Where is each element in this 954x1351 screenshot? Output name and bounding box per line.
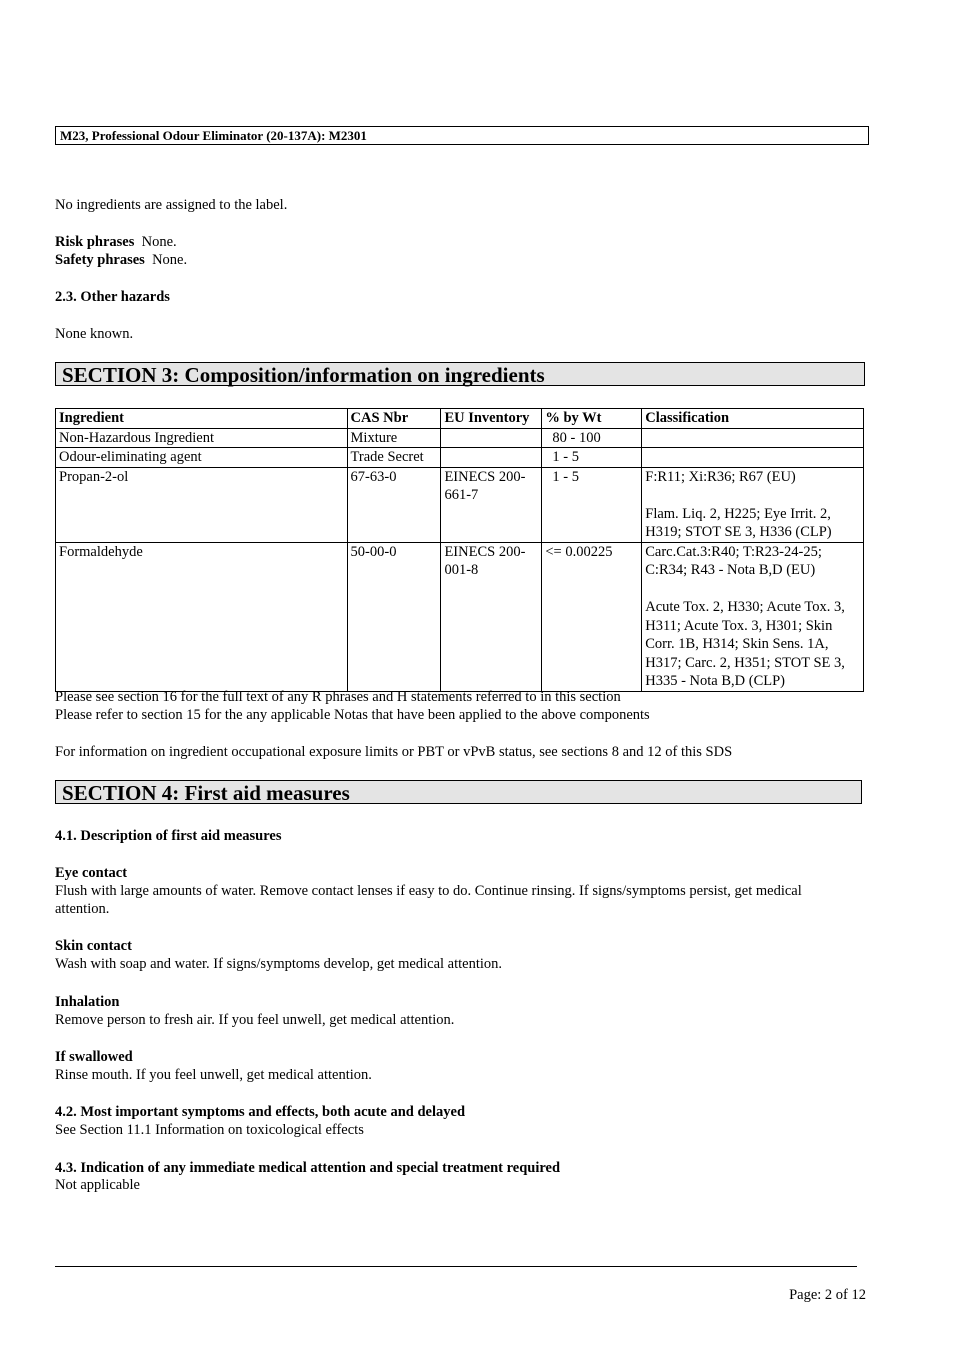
cell-eu: EINECS 200-001-8 [441, 542, 542, 691]
section4-title: SECTION 4: First aid measures [55, 780, 862, 804]
col-header-wt: % by Wt [542, 409, 642, 429]
risk-phrases-label: Risk phrases [55, 234, 135, 250]
swallowed-text: Rinse mouth. If you feel unwell, get medical attention. [55, 1067, 372, 1083]
section3-title: SECTION 3: Composition/information on ingredients [55, 362, 865, 386]
cell-classification [642, 467, 864, 542]
cell-ingredient: Odour-eliminating agent [56, 448, 348, 468]
symptoms-heading: 4.2. Most important symptoms and effects, both acute and delayed [55, 1104, 466, 1120]
cell-ingredient: Non-Hazardous Ingredient [56, 428, 348, 448]
cell-ingredient: Formaldehyde [56, 542, 348, 691]
col-header-classification: Classification [642, 409, 864, 429]
table-row [56, 542, 864, 691]
risk-phrases-line [55, 233, 177, 251]
note-exposure: For information on ingredient occupational exposure limits or PBT or vPvB status, see sections 8 and 12 of this SDS [55, 744, 733, 760]
other-hazards-text: None known. [55, 326, 134, 342]
cell-cas: 50-00-0 [347, 542, 441, 691]
note-notas: Please refer to section 15 for the any applicable Notas that have been applied to the above components [55, 707, 650, 723]
cell-wt: <= 0.00225 [542, 542, 642, 691]
table-row [56, 467, 864, 542]
note-r-phrases: Please see section 16 for the full text of any R phrases and H statements referred to in this section [55, 689, 621, 705]
risk-phrases-value: None. [141, 234, 177, 250]
cell-eu [441, 448, 542, 468]
swallowed-heading: If swallowed [55, 1049, 133, 1065]
ingredients-table [55, 408, 864, 692]
no-ingredients-text: No ingredients are assigned to the label. [55, 197, 288, 213]
cell-wt: 1 - 5 [542, 467, 642, 542]
col-header-eu-inventory: EU Inventory [441, 409, 542, 429]
first-aid-description-heading: 4.1. Description of first aid measures [55, 828, 282, 844]
cell-classification [642, 542, 864, 691]
table-header-row [56, 409, 864, 429]
skin-contact-text: Wash with soap and water. If signs/symptoms develop, get medical attention. [55, 956, 503, 972]
classification-clp: Acute Tox. 2, H330; Acute Tox. 3, H311; Acute Tox. 3, H301; Skin Corr. 1B, H314; Skin Sens. 1A, H317; Carc. 2, H351; STOT SE 3, H335 - Nota B,D (CLP) [645, 599, 845, 689]
skin-contact-heading: Skin contact [55, 938, 132, 954]
page-number: Page: 2 of 12 [789, 1287, 866, 1303]
eye-contact-heading: Eye contact [55, 865, 128, 881]
classification-clp: Flam. Liq. 2, H225; Eye Irrit. 2, H319; STOT SE 3, H336 (CLP) [645, 505, 832, 540]
col-header-cas: CAS Nbr [347, 409, 441, 429]
cell-eu [441, 428, 542, 448]
inhalation-text: Remove person to fresh air. If you feel unwell, get medical attention. [55, 1012, 455, 1028]
cell-cas: Mixture [347, 428, 441, 448]
eye-contact-text: Flush with large amounts of water. Remove contact lenses if easy to do. Continue rinsing. If signs/symptoms persist, get medical attention. [55, 883, 802, 917]
classification-eu: F:R11; Xi:R36; R67 (EU) [645, 468, 796, 485]
cell-eu: EINECS 200-661-7 [441, 467, 542, 542]
classification-eu: Carc.Cat.3:R40; T:R23-24-25; C:R34; R43 - Nota B,D (EU) [645, 543, 822, 578]
safety-phrases-label: Safety phrases [55, 252, 145, 268]
table-row [56, 428, 864, 448]
col-header-ingredient: Ingredient [56, 409, 348, 429]
medical-attention-text: Not applicable [55, 1177, 140, 1193]
safety-phrases-value: None. [152, 252, 188, 268]
other-hazards-heading: 2.3. Other hazards [55, 289, 170, 305]
cell-classification [642, 428, 864, 448]
cell-ingredient: Propan-2-ol [56, 467, 348, 542]
cell-cas: Trade Secret [347, 448, 441, 468]
inhalation-heading: Inhalation [55, 994, 120, 1010]
medical-attention-heading: 4.3. Indication of any immediate medical attention and special treatment required [55, 1160, 561, 1176]
document-header: M23, Professional Odour Eliminator (20-137A): M2301 [55, 126, 869, 145]
cell-cas: 67-63-0 [347, 467, 441, 542]
cell-wt: 1 - 5 [542, 448, 642, 468]
cell-wt: 80 - 100 [542, 428, 642, 448]
symptoms-text: See Section 11.1 Information on toxicological effects [55, 1122, 364, 1138]
safety-phrases-line [55, 251, 187, 269]
footer-divider [55, 1266, 857, 1267]
table-row [56, 448, 864, 468]
cell-classification [642, 448, 864, 468]
